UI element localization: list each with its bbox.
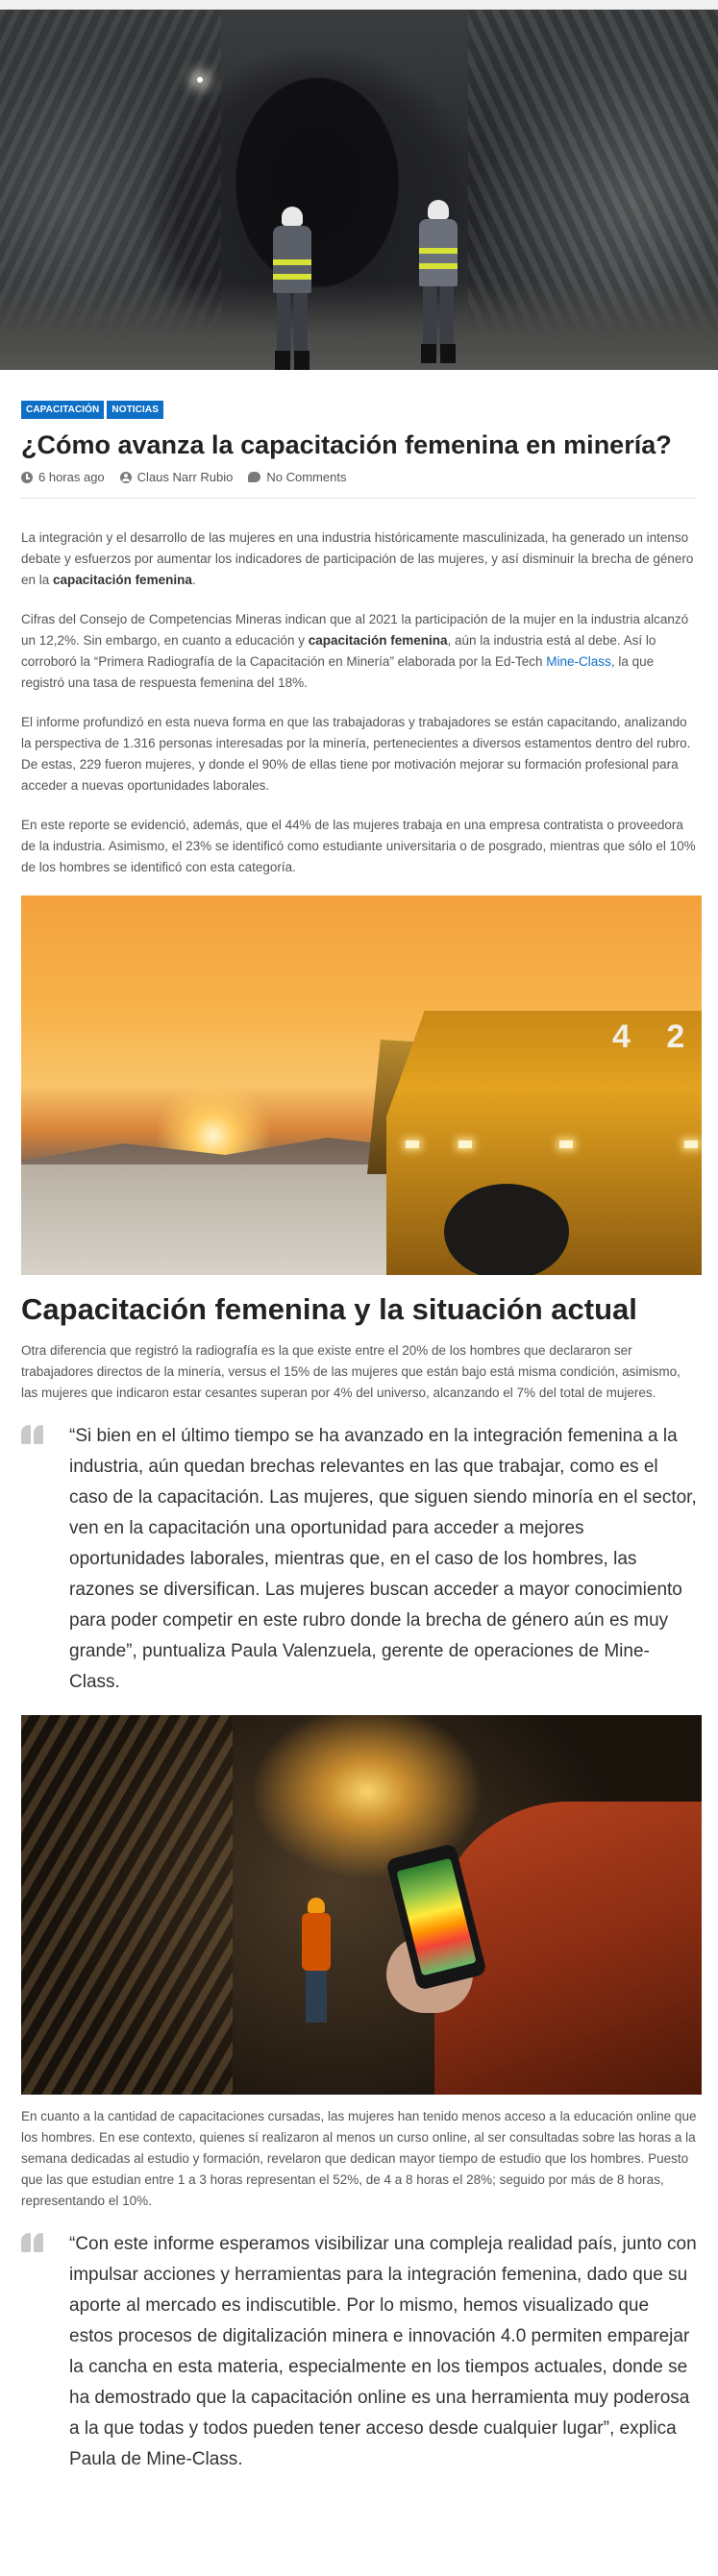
- paragraph: El informe profundizó en esta nueva forma en que las trabajadoras y trabajadores se están capacitando, analizando la perspectiva de 1.316 personas interesadas por la minería, pertenecientes a diversos estamentos dentro del rubro. De estas, 229 fueron mujeres, y donde el 90% de ellas tiene por motivación mejorar su formación profesional para acceder a nuevas oportunidades laborales.: [21, 715, 691, 793]
- quote-icon: [21, 2233, 44, 2252]
- category-tags: [21, 401, 697, 419]
- paragraph: [21, 527, 697, 591]
- paragraph-text: La integración y el desarrollo de las mujeres en una industria históricamente masculinizada, ha generado un intenso debate y esfuerzos por aumentar los indicadores de participación de las mujeres, y así disminuir la brecha de género en la: [21, 530, 694, 587]
- quote-text: “Si bien en el último tiempo se ha avanzado en la integración femenina a la industria, aún quedan brechas relevantes en las que trabajar, como es el caso de la capacitación. Las mujeres, que siguen siendo minoría en el sector, ven en la capacitación una oportunidad para acceder a mejores oportunidades laborales, mientras que, en el caso de los hombres, las razones se diversifican. Las mujeres buscan acceder a mayor conocimiento para poder competir en este rubro donde la brecha de género aún es muy grande”, puntualiza Paula Valenzuela, gerente de operaciones de Mine-Class.: [69, 1426, 697, 1692]
- user-icon: [120, 472, 132, 483]
- meta-author[interactable]: [120, 470, 234, 484]
- category-tag[interactable]: NOTICIAS: [107, 401, 163, 419]
- paragraph-text: , la que registró una tasa de respuesta femenina del 18%.: [21, 654, 655, 690]
- meta-comments[interactable]: [248, 470, 346, 484]
- paragraph: [21, 609, 697, 694]
- clock-icon: [21, 472, 33, 483]
- miner-figure: [267, 207, 317, 370]
- section-heading: Capacitación femenina y la situación actual: [21, 1292, 637, 1326]
- category-tag[interactable]: CAPACITACIÓN: [21, 401, 104, 419]
- mine-class-link[interactable]: Mine-Class: [546, 654, 611, 669]
- truck-number: 4 2: [612, 1018, 699, 1055]
- blockquote: [21, 1421, 697, 1698]
- blockquote: [21, 2229, 697, 2475]
- hero-image: [0, 10, 718, 370]
- comment-icon: [248, 472, 260, 482]
- paragraph-strong: capacitación femenina: [53, 573, 192, 587]
- tablet-in-mine-image: [21, 1715, 702, 2095]
- article-meta: [21, 470, 697, 499]
- paragraph-text: Cifras del Consejo de Competencias Mineras indican que al 2021 la participación de la mujer en la industria alcanzó un 12,2%. Sin embargo, en cuanto a educación y: [21, 612, 689, 648]
- meta-comments-label: No Comments: [266, 470, 347, 484]
- meta-author-label: Claus Narr Rubio: [136, 470, 234, 484]
- miner-figure: [413, 200, 463, 363]
- top-bar: [0, 0, 718, 10]
- meta-time[interactable]: [21, 470, 105, 484]
- meta-time-label: 6 horas ago: [38, 470, 105, 484]
- paragraph-text: .: [191, 573, 196, 587]
- paragraph: Otra diferencia que registró la radiografía es la que existe entre el 20% de los hombres que declararon ser trabajadores directos de la minería, versus el 15% de las mujeres que están bajo está misma condición, asimismo, las mujeres que indicaron estar cesantes superan por 4% del universo, alcanzando el 7% del total de mujeres.: [21, 1343, 681, 1400]
- paragraph-text: , aún la industria está al debe. Así lo corroboró la “Primera Radiografía de la Capacitación en Minería” elaborada por la Ed-Tech: [21, 633, 656, 669]
- paragraph: En cuanto a la cantidad de capacitaciones cursadas, las mujeres han tenido menos acceso a la educación online que los hombres. En ese contexto, quienes sí realizaron al menos un curso online, al ser consultadas sobre las horas a la semana dedicadas al estudio y formación, revelaron que dedican mayor tiempo de estudio que los hombres. Puesto que las que estudian entre 1 a 3 horas representan el 52%, de 4 a 8 horas el 28%; seguido por más de 8 horas, representando el 10%.: [21, 2109, 697, 2208]
- mining-trucks-image: [21, 895, 702, 1275]
- tunnel-lamp: [197, 77, 203, 83]
- paragraph-strong: capacitación femenina: [308, 633, 448, 648]
- article-title: ¿Cómo avanza la capacitación femenina en minería?: [21, 430, 672, 459]
- quote-text: “Con este informe esperamos visibilizar una compleja realidad país, junto con impulsar acciones y herramientas para la integración femenina, dado que su aporte al mercado es indiscutible. Por lo mismo, hemos visualizado que estos procesos de digitalización minera e innovación 4.0 permiten emparejar la cancha en esta materia, especialmente en los tiempos actuales, donde se ha demostrado que la capacitación online es una herramienta muy poderosa a la que todas y todos pueden tener acceso desde cualquier lugar”, explica Paula de Mine-Class.: [69, 2234, 697, 2469]
- paragraph: En este reporte se evidenció, además, que el 44% de las mujeres trabaja en una empresa contratista o proveedora de la industria. Asimismo, el 23% se identificó como estudiante universitaria o de posgrado, mientras que sólo el 10% de los hombres se identificó con esta categoría.: [21, 818, 696, 874]
- quote-icon: [21, 1425, 44, 1444]
- tunnel-floor: [0, 283, 718, 370]
